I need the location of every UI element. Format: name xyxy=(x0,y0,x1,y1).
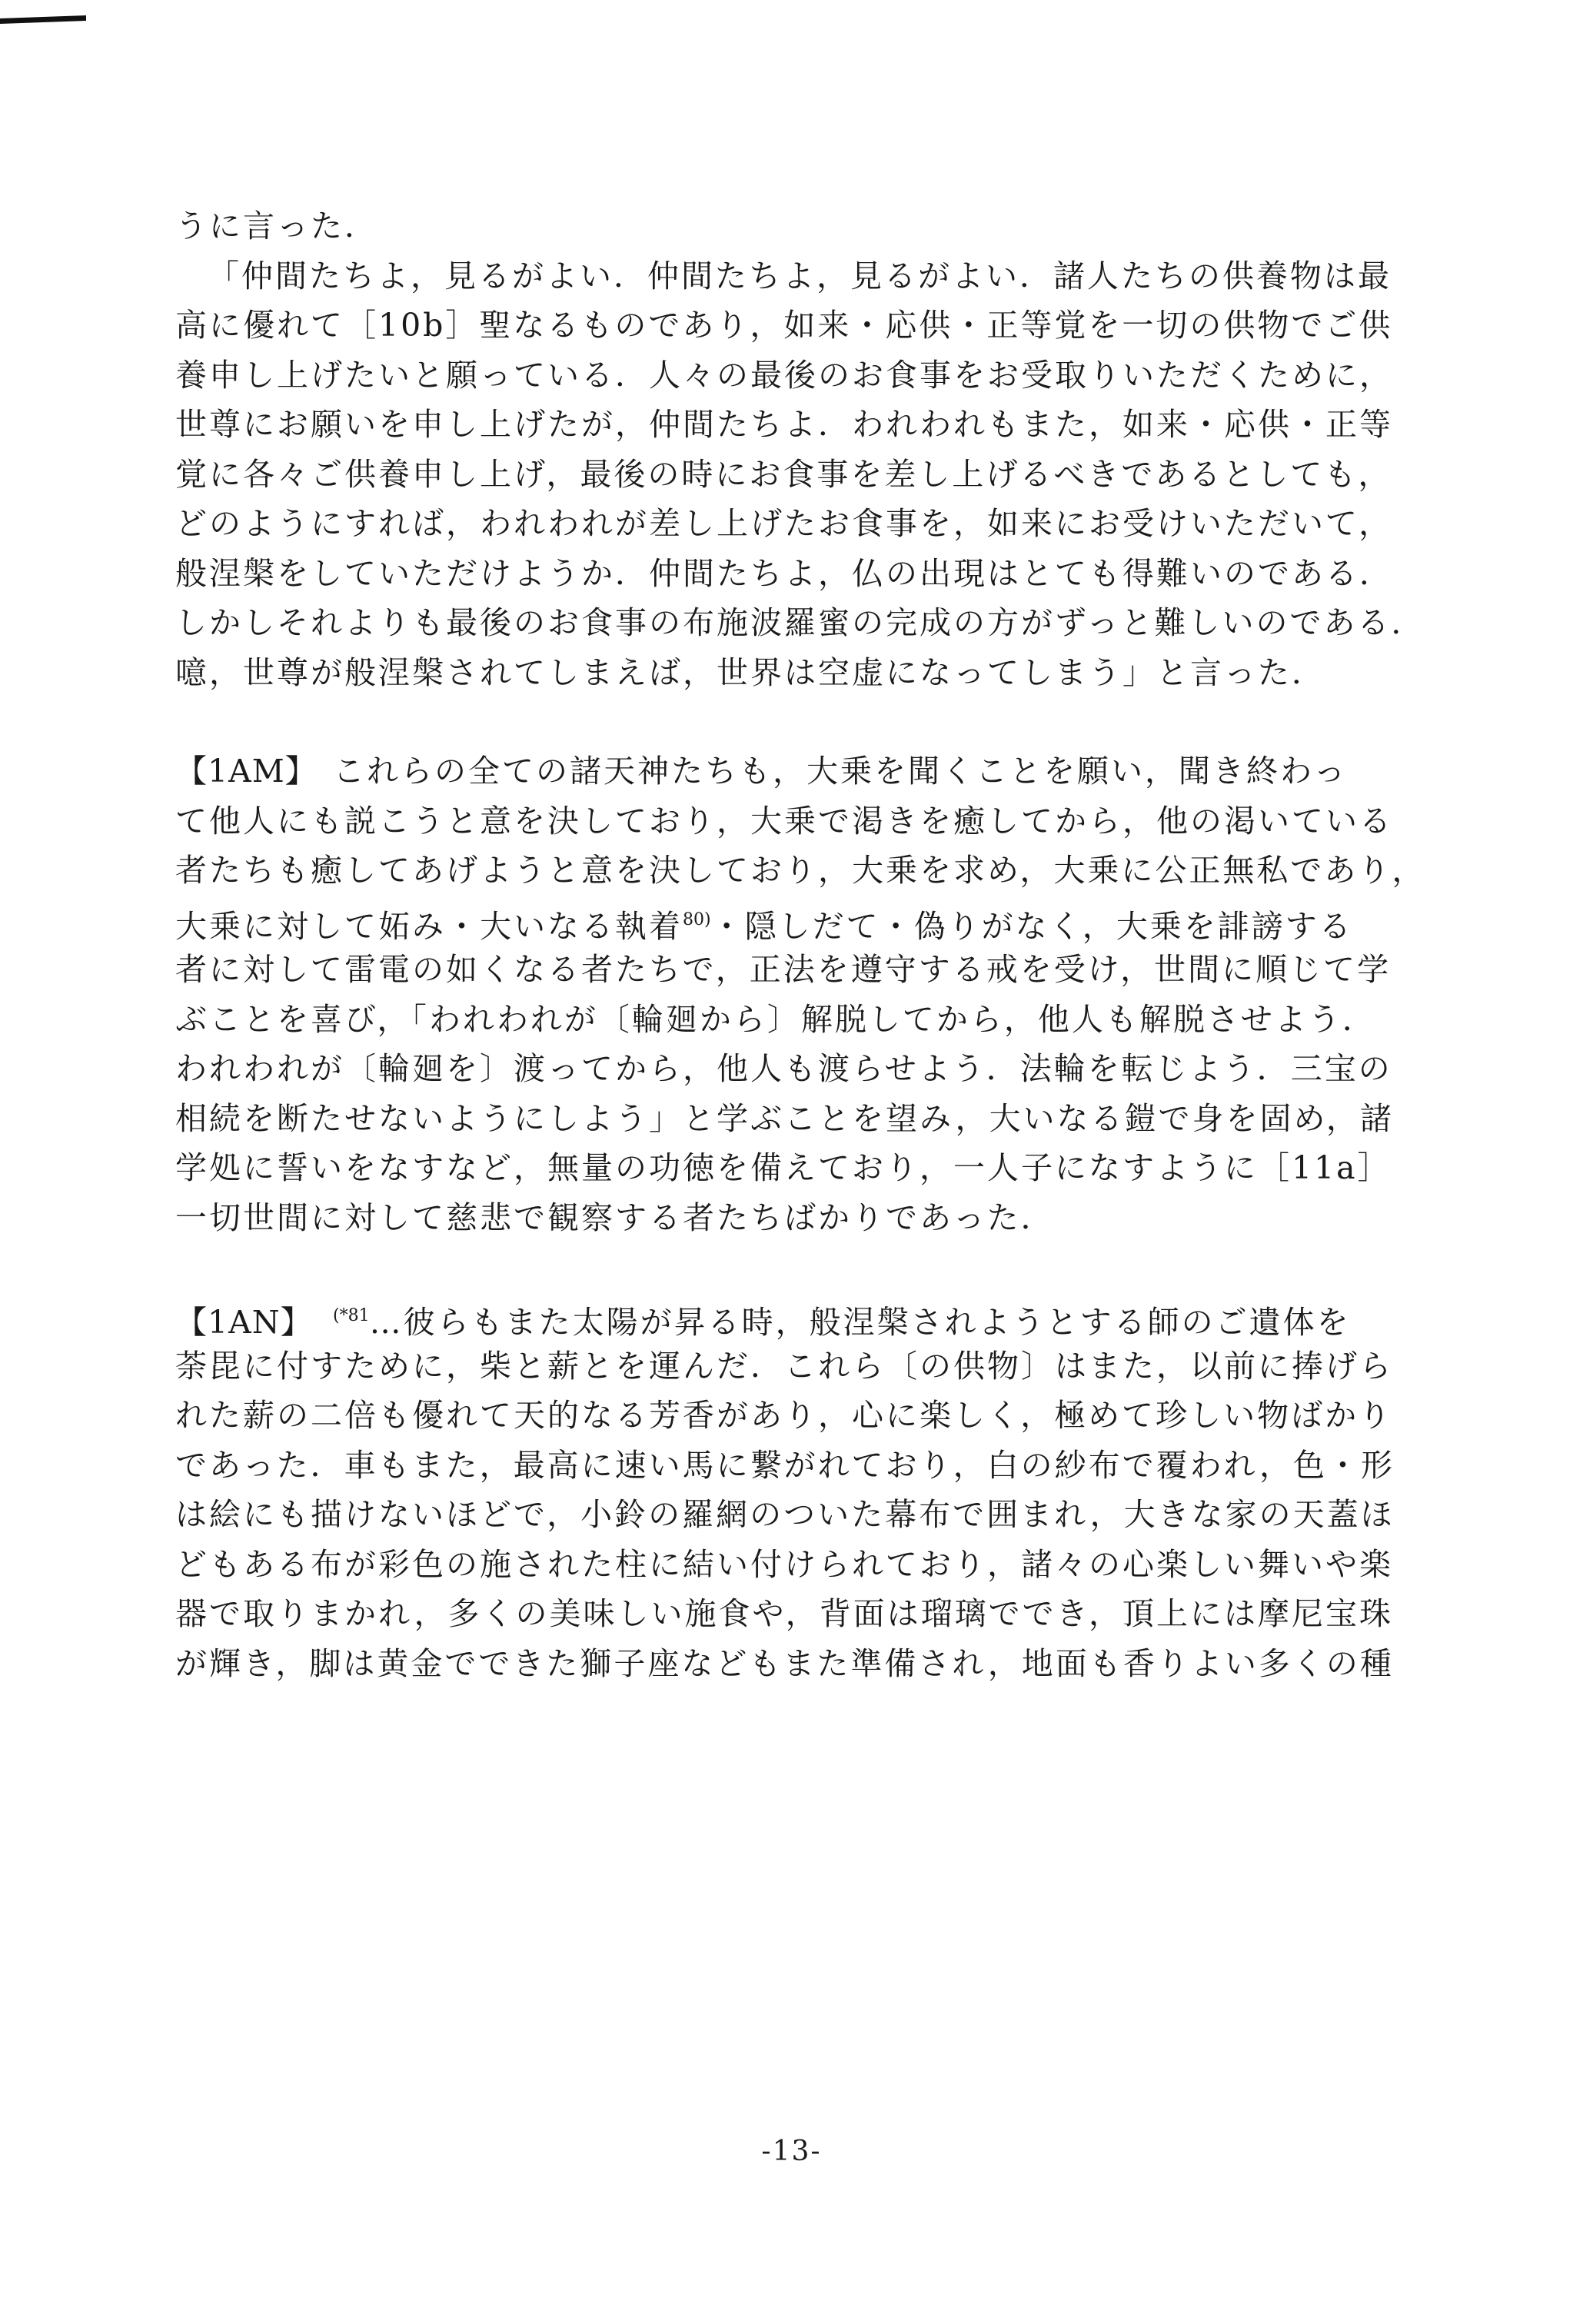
footnote-marker: 80) xyxy=(683,909,711,929)
text-line: 般涅槃をしていただけようか．仲間たちよ，仏の出現はとても得難いのである． xyxy=(175,554,1393,592)
paragraph-continuation xyxy=(175,201,1390,251)
text-line: 高に優れて［10b］聖なるものであり，如来・応供・正等覚を一切の供物でご供 xyxy=(175,307,1393,344)
text-line: 器で取りまかれ，多くの美味しい施食や，背面は瑠璃ででき，頂上には摩尼宝珠 xyxy=(175,1595,1393,1632)
text-line: しかしそれよりも最後のお食事の布施波羅蜜の完成の方がずっと難しいのである． xyxy=(175,604,1425,641)
text-line: 学処に誓いをなすなど，無量の功徳を備えており，一人子になすように［11a］ xyxy=(175,1149,1392,1186)
text-line: 養申し上げたいと願っている．人々の最後のお食事をお受取りいただくために， xyxy=(175,356,1393,394)
section-label: 【1AM】 xyxy=(175,753,318,790)
text-line: どもある布が彩色の施された柱に結い付けられており，諸々の心楽しい舞いや楽 xyxy=(175,1545,1393,1583)
paragraph-gap xyxy=(175,1242,1390,1292)
text-line: うに言った． xyxy=(175,208,378,244)
text-line: 者に対して雷電の如くなる者たちで，正法を遵守する戒を受け，世間に順じて学 xyxy=(175,951,1392,988)
paragraph-1an xyxy=(175,1292,1395,1688)
text-line: 者たちも癒してあげようと意を決しており，大乗を求め，大乗に公正無私であり， xyxy=(175,852,1426,889)
text-line: 相続を断たせないようにしよう」と学ぶことを望み，大いなる鎧で身を固め，諸 xyxy=(175,1099,1394,1137)
section-label: 【1AN】 xyxy=(175,1304,313,1341)
paragraph-gap xyxy=(175,697,1390,746)
text-line: は絵にも描けないほどで，小鈴の羅網のついた幕布で囲まれ，大きな家の天蓋ほ xyxy=(175,1496,1395,1533)
text-line-content: これらの全ての諸天神たちも，大乗を聞くことを願い，聞き終わっ xyxy=(333,753,1348,790)
scan-corner-mark xyxy=(0,15,86,24)
text-line: 一切世間に対して慈悲で観察する者たちばかりであった． xyxy=(175,1199,1055,1236)
text-line xyxy=(175,746,1390,796)
paragraph-1am xyxy=(175,746,1426,1242)
page-body xyxy=(175,201,1426,1688)
text-line: 荼毘に付すために，柴と薪とを運んだ．これら〔の供物〕はまた，以前に捧げら xyxy=(175,1347,1393,1385)
text-line: ぶことを喜び，「われわれが〔輪廻から〕解脱してから，他人も解脱させよう． xyxy=(175,1000,1376,1038)
text-line xyxy=(175,896,1390,946)
text-line: 覚に各々ご供養申し上げ，最後の時にお食事を差し上げるべきであるとしても， xyxy=(175,455,1392,493)
text-line xyxy=(175,1292,1390,1342)
text-line: 噫，世尊が般涅槃されてしまえば，世界は空虚になってしまう」と言った． xyxy=(175,653,1325,691)
text-line: であった．車もまた，最高に速い馬に繋がれており，白の紗布で覆われ，色・形 xyxy=(175,1446,1395,1484)
page-number: -13- xyxy=(761,2136,822,2167)
text-line: が輝き，脚は黄金でできた獅子座などもまた準備され，地面も香りよい多くの種 xyxy=(175,1644,1394,1682)
paragraph-quote xyxy=(175,251,1425,698)
text-line: て他人にも説こうと意を決しており，大乗で渇きを癒してから，他の渇いている xyxy=(175,802,1393,839)
text-line: どのようにすれば，われわれが差し上げたお食事を，如来にお受けいただいて， xyxy=(175,505,1393,542)
text-line: 「仲間たちよ，見るがよい．仲間たちよ，見るがよい．諸人たちの供養物は最 xyxy=(208,257,1392,294)
text-line: 世尊にお願いを申し上げたが，仲間たちよ．われわれもまた，如来・応供・正等 xyxy=(175,406,1393,443)
footnote-marker: (*81 xyxy=(333,1306,370,1325)
text-line: れた薪の二倍も優れて天的なる芳香があり，心に楽しく，極めて珍しい物ばかり xyxy=(175,1397,1393,1434)
text-line-content: …彼らもまた太陽が昇る時，般涅槃されようとする師のご遺体を xyxy=(369,1304,1351,1341)
text-line-content: ・隠しだて・偽りがなく，大乗を誹謗する xyxy=(710,907,1353,945)
text-line: われわれが〔輪廻を〕渡ってから，他人も渡らせよう．法輪を転じよう．三宝の xyxy=(175,1050,1392,1087)
text-line-content: 大乗に対して妬み・大いなる執着 xyxy=(175,907,683,945)
